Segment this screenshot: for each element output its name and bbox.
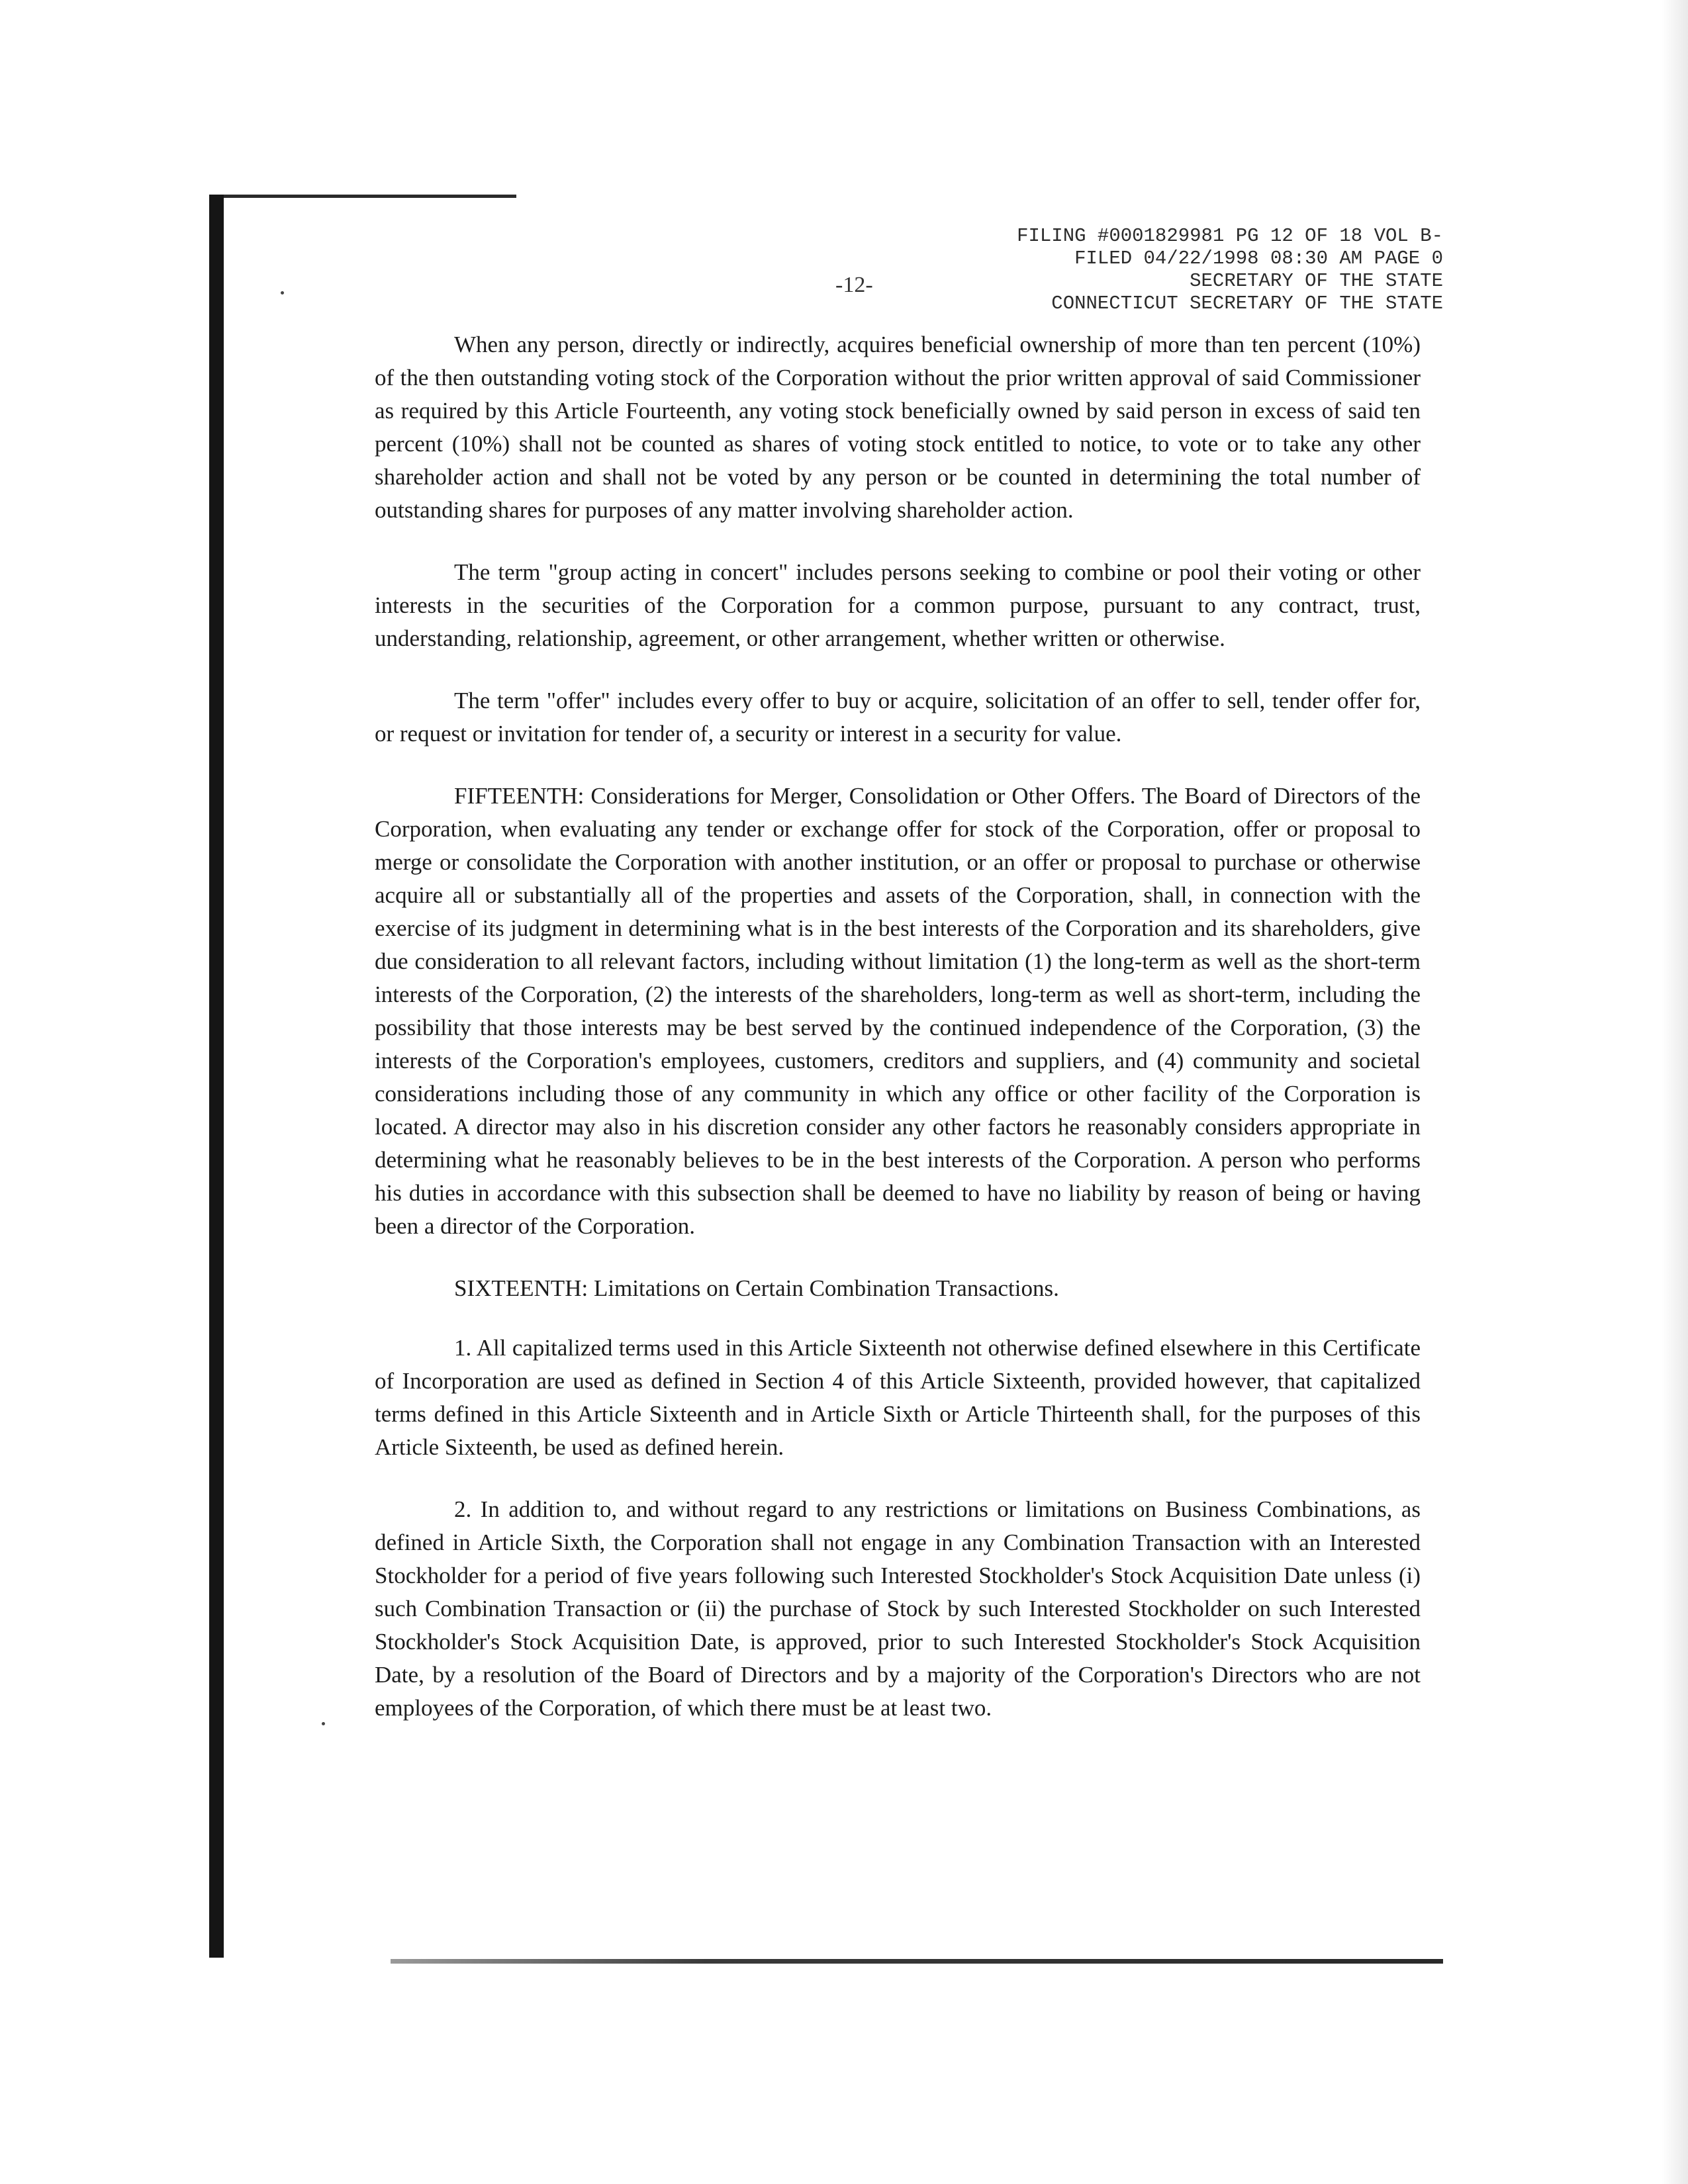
filing-stamp-line: SECRETARY OF THE STATE — [1190, 270, 1443, 292]
page-number: -12- — [835, 273, 873, 297]
scan-border-top — [212, 195, 516, 198]
scan-border-bottom — [391, 1959, 1443, 1964]
scan-border-left — [209, 195, 224, 1958]
filing-stamp — [861, 225, 1443, 315]
scan-speck — [322, 1722, 325, 1725]
document-body — [375, 328, 1421, 1754]
paragraph: When any person, directly or indirectly, acquires beneficial ownership of more than ten percent (10%) of the then outstanding voting stock of the Corporation without the prior written approval of said Commissioner as required by this Article Fourteenth, any voting stock beneficially owned by said person in excess of said ten percent (10%) shall not be counted as shares of voting stock entitled to notice, to vote or to take any other shareholder action and shall not be voted by any person or be counted in determining the total number of outstanding shares for purposes of any matter involving shareholder action. — [375, 332, 1421, 523]
filing-stamp-line: FILING #0001829981 PG 12 OF 18 VOL B- — [1017, 225, 1443, 247]
article-fifteenth-paragraph: FIFTEENTH: Considerations for Merger, Consolidation or Other Offers. The Board of Directors of the Corporation, when evaluating any tender or exchange offer for stock of the Corporation, offer or proposal to merge or consolidate the Corporation with another institution, or an offer or proposal to purchase or otherwise acquire all or substantially all of the properties and assets of the Corporation, shall, in connection with the exercise of its judgment in determining what is in the best interests of the Corporation and its shareholders, give due consideration to all relevant factors, including without limitation (1) the long-term as well as the short-term interests of the Corporation, (2) the interests of the shareholders, long-term as well as short-term, including the possibility that those interests may be best served by the continued independence of the Corporation, (3) the interests of the Corporation's employees, customers, creditors and suppliers, and (4) community and societal considerations including those of any community in which any office or other facility of the Corporation is located. A director may also in his discretion consider any other factors he reasonably considers appropriate in determining what he reasonably believes to be in the best interests of the Corporation. A person who performs his duties in accordance with this subsection shall be deemed to have no liability by reason of being or having been a director of the Corporation. — [375, 783, 1421, 1239]
numbered-paragraph: 2. In addition to, and without regard to any restrictions or limitations on Business Combinations, as defined in Article Sixth, the Corporation shall not engage in any Combination Transaction with an Interested Stockholder for a period of five years following such Interested Stockholder's Stock Acquisition Date unless (i) such Combination Transaction or (ii) the purchase of Stock by such Interested Stockholder on such Interested Stockholder's Stock Acquisition Date, is approved, prior to such Interested Stockholder's Stock Acquisition Date, by a resolution of the Board of Directors and by a majority of the Corporation's Directors who are not employees of the Corporation, of which there must be at least two. — [375, 1496, 1421, 1721]
article-sixteenth-heading: SIXTEENTH: Limitations on Certain Combination Transactions. — [454, 1275, 1059, 1301]
numbered-paragraph: 1. All capitalized terms used in this Article Sixteenth not otherwise defined elsewhere in this Certificate of Incorporation are used as defined in Section 4 of this Article Sixteenth, provided however, that capitalized terms defined in this Article Sixteenth and in Article Sixth or Article Thirteenth shall, for the purposes of this Article Sixteenth, be used as defined herein. — [375, 1335, 1421, 1460]
scan-speck — [281, 291, 284, 295]
filing-stamp-line: FILED 04/22/1998 08:30 AM PAGE 0 — [1074, 248, 1443, 269]
filing-stamp-line: CONNECTICUT SECRETARY OF THE STATE — [1051, 293, 1443, 314]
paragraph: The term "group acting in concert" includes persons seeking to combine or pool their voting or other interests in the securities of the Corporation for a common purpose, pursuant to any contract, trust, understanding, relationship, agreement, or other arrangement, whether written or otherwise. — [375, 559, 1421, 651]
page-edge-shadow — [1662, 0, 1688, 2184]
paragraph: The term "offer" includes every offer to buy or acquire, solicitation of an offer to sell, tender offer for, or request or invitation for tender of, a security or interest in a security for value. — [375, 688, 1421, 747]
